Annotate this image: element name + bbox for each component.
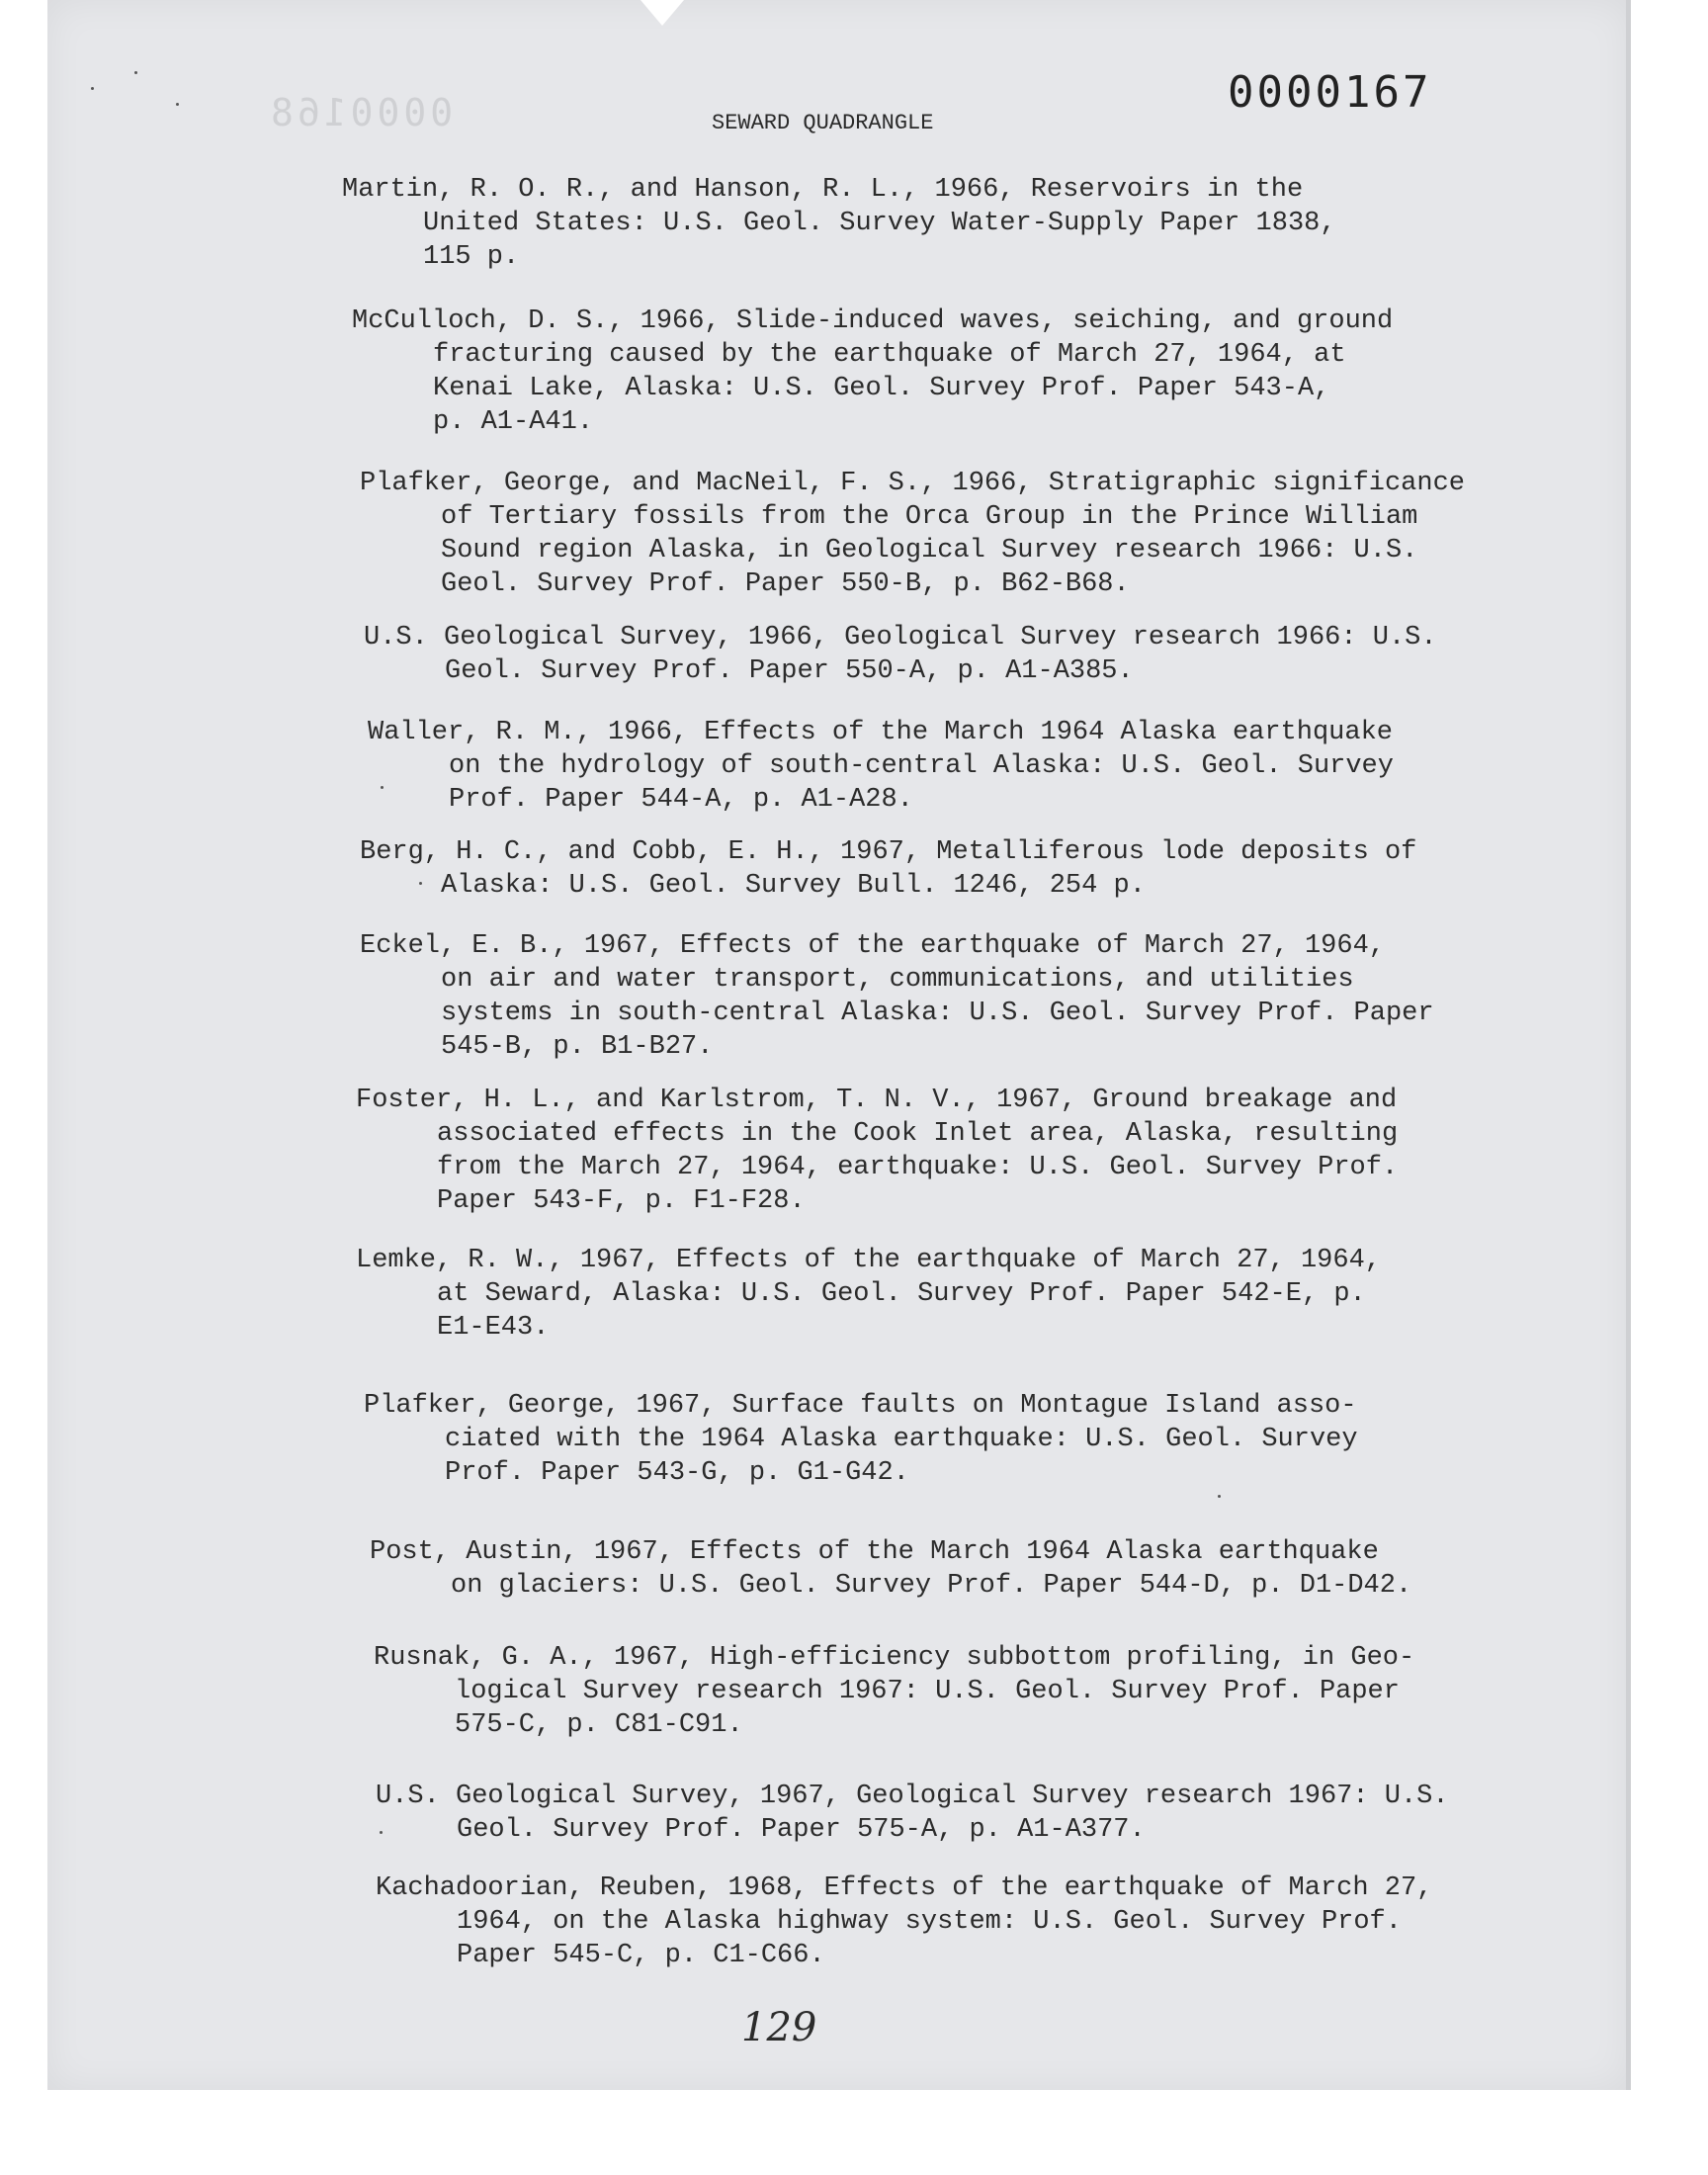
reference-entry bbox=[352, 304, 1393, 439]
reference-line: Geol. Survey Prof. Paper 550-A, p. A1-A385. bbox=[445, 656, 1134, 686]
reference-line: of Tertiary fossils from the Orca Group in the Prince William bbox=[441, 502, 1418, 532]
reference-entry bbox=[356, 1244, 1381, 1345]
reference-entry bbox=[370, 1535, 1411, 1603]
bleed-through-number: 0000168 bbox=[267, 91, 454, 134]
reference-line: Paper 545-C, p. C1-C66. bbox=[457, 1941, 825, 1970]
reference-line: Alaska: U.S. Geol. Survey Bull. 1246, 254 p. bbox=[441, 871, 1146, 901]
reference-line: on glaciers: U.S. Geol. Survey Prof. Paper 544-D, p. D1-D42. bbox=[451, 1571, 1412, 1601]
reference-line: associated effects in the Cook Inlet area, Alaska, resulting bbox=[437, 1119, 1399, 1149]
scan-speck bbox=[380, 1831, 383, 1834]
reference-entry bbox=[342, 173, 1336, 274]
reference-entry bbox=[360, 835, 1416, 903]
reference-line: Berg, H. C., and Cobb, E. H., 1967, Metalliferous lode deposits of bbox=[360, 837, 1417, 867]
reference-line: Sound region Alaska, in Geological Survey research 1966: U.S. bbox=[441, 536, 1418, 566]
scan-speck bbox=[1218, 1495, 1221, 1498]
reference-line: Prof. Paper 544-A, p. A1-A28. bbox=[449, 785, 913, 815]
scan-speck bbox=[91, 87, 94, 90]
reference-line: Prof. Paper 543-G, p. G1-G42. bbox=[445, 1458, 909, 1488]
reference-line: on air and water transport, communications, and utilities bbox=[441, 965, 1354, 995]
reference-line: Plafker, George, and MacNeil, F. S., 1966, Stratigraphic significance bbox=[360, 469, 1465, 498]
page-edge-shadow bbox=[1626, 0, 1631, 2090]
reference-line: Kenai Lake, Alaska: U.S. Geol. Survey Prof. Paper 543-A, bbox=[433, 374, 1330, 403]
reference-entry bbox=[376, 1780, 1449, 1847]
reference-entry bbox=[360, 467, 1465, 601]
reference-line: on the hydrology of south-central Alaska: U.S. Geol. Survey bbox=[449, 751, 1394, 781]
page-number: 129 bbox=[741, 2005, 817, 2050]
reference-line: United States: U.S. Geol. Survey Water-Supply Paper 1838, bbox=[423, 209, 1336, 238]
scan-speck bbox=[176, 103, 179, 106]
reference-line: Post, Austin, 1967, Effects of the March 1964 Alaska earthquake bbox=[370, 1537, 1379, 1567]
reference-line: Rusnak, G. A., 1967, High-efficiency subbottom profiling, in Geo- bbox=[374, 1643, 1415, 1673]
reference-line: Geol. Survey Prof. Paper 550-B, p. B62-B68. bbox=[441, 569, 1130, 599]
reference-line: 545-B, p. B1-B27. bbox=[441, 1032, 714, 1062]
scan-speck bbox=[134, 71, 137, 74]
reference-line: fracturing caused by the earthquake of March 27, 1964, at bbox=[433, 340, 1346, 370]
reference-entry bbox=[360, 929, 1434, 1064]
reference-line: from the March 27, 1964, earthquake: U.S. Geol. Survey Prof. bbox=[437, 1153, 1399, 1182]
scan-speck bbox=[419, 882, 422, 885]
reference-line: E1-E43. bbox=[437, 1313, 550, 1343]
reference-line: at Seward, Alaska: U.S. Geol. Survey Prof. Paper 542-E, p. bbox=[437, 1279, 1366, 1309]
reference-line: Waller, R. M., 1966, Effects of the March 1964 Alaska earthquake bbox=[368, 718, 1393, 747]
reference-line: Foster, H. L., and Karlstrom, T. N. V., 1967, Ground breakage and bbox=[356, 1086, 1398, 1115]
reference-line: 1964, on the Alaska highway system: U.S. Geol. Survey Prof. bbox=[457, 1907, 1402, 1937]
reference-line: Kachadoorian, Reuben, 1968, Effects of the earthquake of March 27, bbox=[376, 1873, 1433, 1903]
reference-line: Paper 543-F, p. F1-F28. bbox=[437, 1186, 806, 1216]
reference-entry bbox=[376, 1871, 1432, 1972]
reference-line: 115 p. bbox=[423, 242, 520, 272]
reference-line: p. A1-A41. bbox=[433, 407, 594, 437]
torn-notch bbox=[640, 0, 684, 26]
reference-entry bbox=[364, 621, 1437, 688]
reference-entry bbox=[368, 716, 1394, 817]
reference-line: Martin, R. O. R., and Hanson, R. L., 1966, Reservoirs in the bbox=[342, 175, 1304, 205]
page-heading: SEWARD QUADRANGLE bbox=[712, 111, 934, 135]
reference-line: McCulloch, D. S., 1966, Slide-induced waves, seiching, and ground bbox=[352, 306, 1394, 336]
document-number-stamp: 0000167 bbox=[1228, 67, 1432, 118]
reference-line: Plafker, George, 1967, Surface faults on Montague Island asso- bbox=[364, 1391, 1357, 1421]
reference-line: U.S. Geological Survey, 1966, Geological Survey research 1966: U.S. bbox=[364, 623, 1437, 652]
reference-line: U.S. Geological Survey, 1967, Geological Survey research 1967: U.S. bbox=[376, 1782, 1449, 1811]
reference-line: Eckel, E. B., 1967, Effects of the earthquake of March 27, 1964, bbox=[360, 931, 1385, 961]
reference-line: Lemke, R. W., 1967, Effects of the earthquake of March 27, 1964, bbox=[356, 1246, 1381, 1275]
reference-entry bbox=[364, 1389, 1358, 1490]
scan-speck bbox=[381, 786, 384, 789]
reference-line: logical Survey research 1967: U.S. Geol. Survey Prof. Paper bbox=[455, 1677, 1400, 1706]
reference-line: 575-C, p. C81-C91. bbox=[455, 1710, 743, 1740]
reference-line: systems in south-central Alaska: U.S. Geol. Survey Prof. Paper bbox=[441, 999, 1434, 1028]
reference-entry bbox=[374, 1641, 1414, 1742]
reference-entry bbox=[356, 1084, 1398, 1218]
reference-line: Geol. Survey Prof. Paper 575-A, p. A1-A377. bbox=[457, 1815, 1146, 1845]
reference-line: ciated with the 1964 Alaska earthquake: U.S. Geol. Survey bbox=[445, 1425, 1358, 1454]
